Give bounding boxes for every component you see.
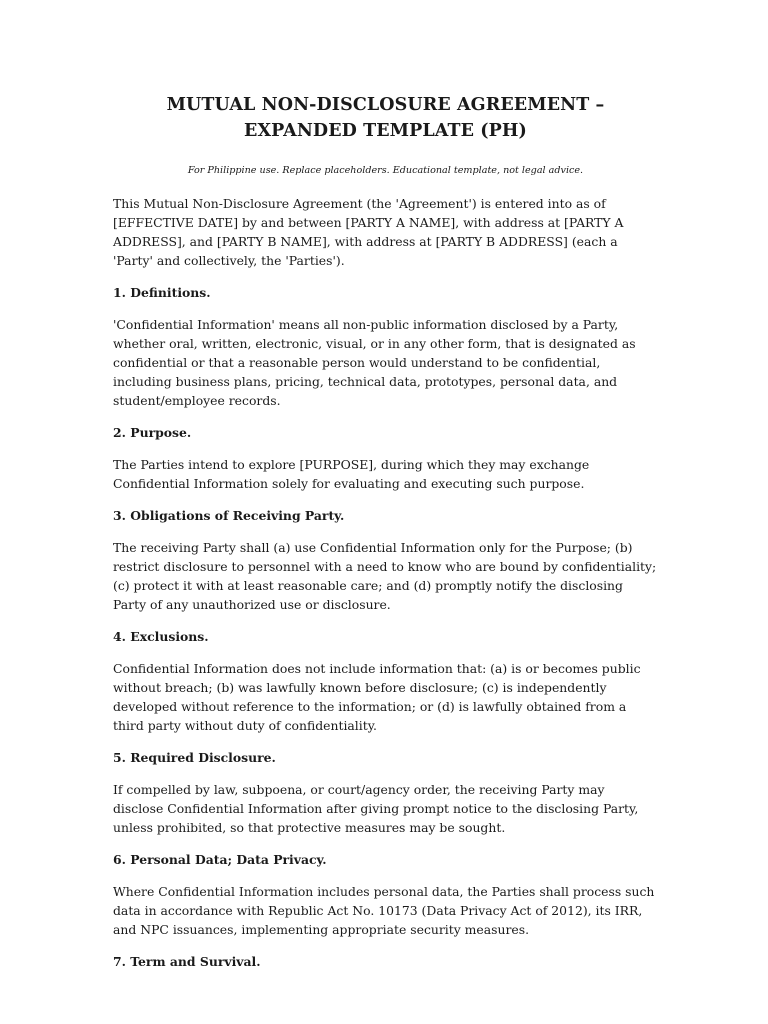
section-body: The Parties intend to explore [PURPOSE], during which they may exchange Confidential Information solely for evaluating and executing such purpose.: [113, 457, 590, 491]
document-page: [113, 92, 658, 984]
section-body: The receiving Party shall (a) use Confidential Information only for the Purpose; (b) restrict disclosure to personnel with a need to know who are bound by confidentiality; (c) protect it with at least reasonable care; and (d) promptly notify the disclosing Party of any unauthorized use or disclosure.: [113, 540, 657, 612]
section-heading: 5. Required Disclosure.: [113, 750, 276, 765]
section-body: 'Confidential Information' means all non-public information disclosed by a Party, whether oral, written, electronic, visual, or in any other form, that is designated as confidential or that a reasonable person would understand to be confidential, including business plans, pricing, technical data, prototypes, personal data, and student/employee records.: [113, 317, 636, 408]
section-2: [113, 423, 658, 493]
section-heading: 3. Obligations of Receiving Party.: [113, 508, 345, 523]
section-body: If compelled by law, subpoena, or court/agency order, the receiving Party may disclose Confidential Information after giving prompt notice to the disclosing Party, unless prohibited, so that protective measures may be sought.: [113, 782, 639, 835]
section-6: [113, 850, 658, 939]
section-heading: 6. Personal Data; Data Privacy.: [113, 852, 327, 867]
intro-paragraph: This Mutual Non-Disclosure Agreement (the 'Agreement') is entered into as of [EFFECTIVE DATE] by and between [PARTY A NAME], with address at [PARTY A ADDRESS], and [PARTY B NAME], with address at [PARTY B ADDRESS] (each a 'Party' and collectively, the 'Parties').: [113, 196, 624, 268]
section-heading: 4. Exclusions.: [113, 629, 209, 644]
document-title: MUTUAL NON-DISCLOSURE AGREEMENT – EXPANDED TEMPLATE (PH): [166, 95, 605, 141]
section-heading: 1. Definitions.: [113, 285, 211, 300]
section-3: [113, 506, 658, 614]
section-body: Confidential Information does not include information that: (a) is or becomes public without breach; (b) was lawfully known before disclosure; (c) is independently developed without reference to the information; or (d) is lawfully obtained from a third party without duty of confidentiality.: [113, 661, 641, 733]
section-heading: 2. Purpose.: [113, 425, 192, 440]
section-4: [113, 627, 658, 735]
section-5: [113, 748, 658, 837]
section-1: [113, 283, 658, 410]
section-7: [113, 952, 658, 971]
document-subtitle: For Philippine use. Replace placeholders. Educational template, not legal advice.: [187, 165, 584, 176]
section-body: Where Confidential Information includes personal data, the Parties shall process such data in accordance with Republic Act No. 10173 (Data Privacy Act of 2012), its IRR, and NPC issuances, implementing appropriate security measures.: [113, 884, 655, 937]
section-heading: 7. Term and Survival.: [113, 954, 261, 969]
